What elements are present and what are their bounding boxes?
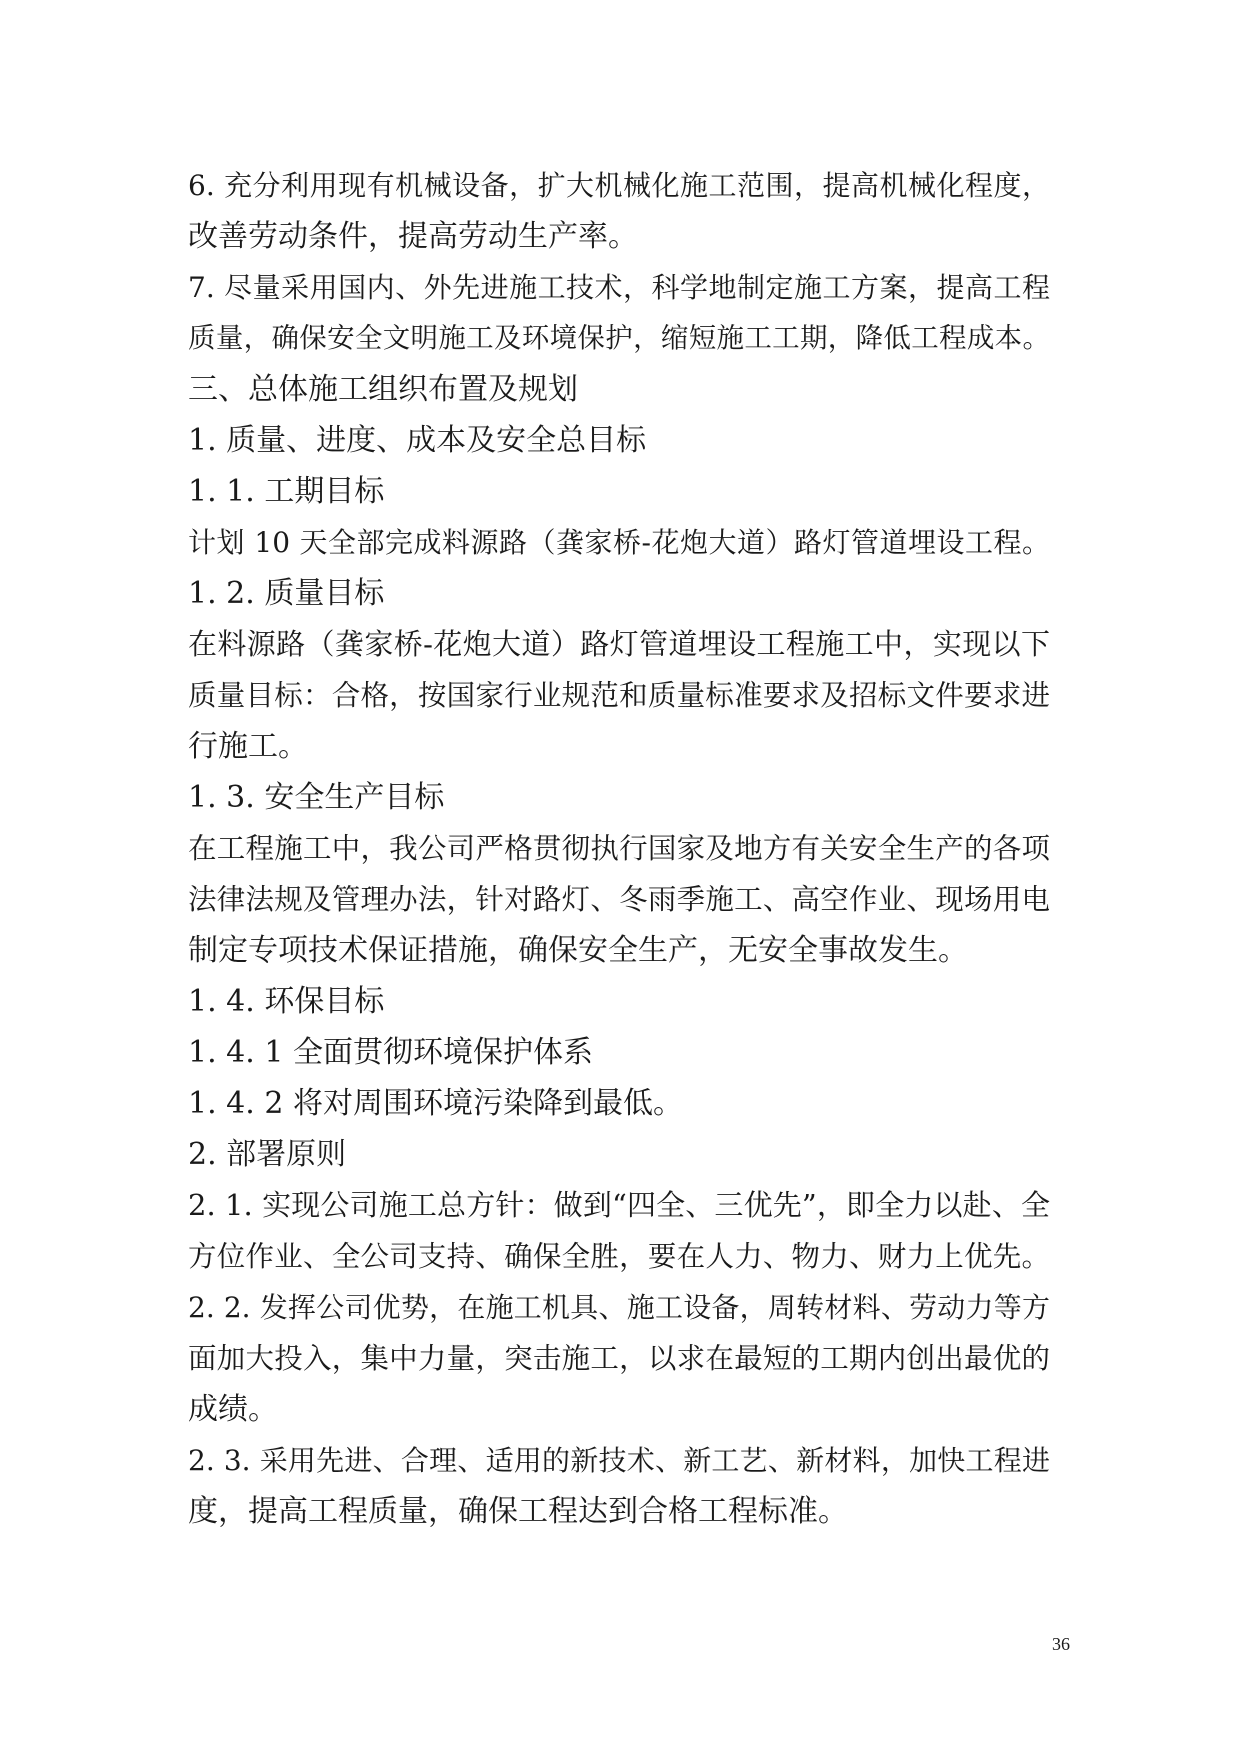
text-line: 在料源路（龚家桥-花炮大道）路灯管道埋设工程施工中，实现以下 [188, 627, 1050, 661]
text-line: 1. 质量、进度、成本及安全总目标 [188, 423, 647, 458]
body-text [188, 160, 1050, 1537]
text-line: 方位作业、全公司支持、确保全胜，要在人力、物力、财力上优先。 [188, 1240, 1050, 1273]
text-line: 面加大投入，集中力量，突击施工，以求在最短的工期内创出最优的 [188, 1342, 1050, 1375]
text-line: 质量目标：合格，按国家行业规范和质量标准要求及招标文件要求进 [188, 679, 1050, 712]
text-line: 1. 4. 环保目标 [188, 984, 385, 1019]
text-line: 成绩。 [188, 1392, 278, 1427]
text-line: 6. 充分利用现有机械设备，扩大机械化施工范围，提高机械化程度， [188, 169, 1050, 202]
text-line: 1. 2. 质量目标 [188, 576, 385, 611]
text-line: 制定专项技术保证措施，确保安全生产，无安全事故发生。 [188, 933, 968, 968]
text-line: 1. 1. 工期目标 [188, 474, 385, 509]
text-line: 2. 部署原则 [188, 1137, 347, 1172]
text-line: 2. 2. 发挥公司优势，在施工机具、施工设备，周转材料、劳动力等方 [188, 1291, 1050, 1324]
text-line: 2. 3. 采用先进、合理、适用的新技术、新工艺、新材料，加快工程进 [188, 1444, 1050, 1477]
text-line: 7. 尽量采用国内、外先进施工技术，科学地制定施工方案，提高工程 [188, 271, 1050, 304]
text-line: 1. 4. 1 全面贯彻环境保护体系 [188, 1035, 593, 1070]
text-line: 质量，确保安全文明施工及环境保护，缩短施工工期，降低工程成本。 [188, 322, 1050, 354]
text-line: 行施工。 [188, 729, 308, 764]
text-line: 三、总体施工组织布置及规划 [188, 372, 578, 407]
text-line: 法律法规及管理办法，针对路灯、冬雨季施工、高空作业、现场用电 [188, 883, 1050, 916]
text-line: 计划 10 天全部完成料源路（龚家桥-花炮大道）路灯管道埋设工程。 [188, 526, 1050, 559]
text-line: 改善劳动条件，提高劳动生产率。 [188, 219, 638, 254]
text-line: 在工程施工中，我公司严格贯彻执行国家及地方有关安全生产的各项 [188, 832, 1050, 865]
text-line: 1. 4. 2 将对周围环境污染降到最低。 [188, 1086, 683, 1121]
text-line: 1. 3. 安全生产目标 [188, 780, 445, 815]
text-line: 度，提高工程质量，确保工程达到合格工程标准。 [188, 1494, 848, 1529]
text-line: 2. 1. 实现公司施工总方针：做到“四全、三优先”，即全力以赴、全 [188, 1188, 1050, 1222]
page-number: 36 [1052, 1634, 1070, 1654]
